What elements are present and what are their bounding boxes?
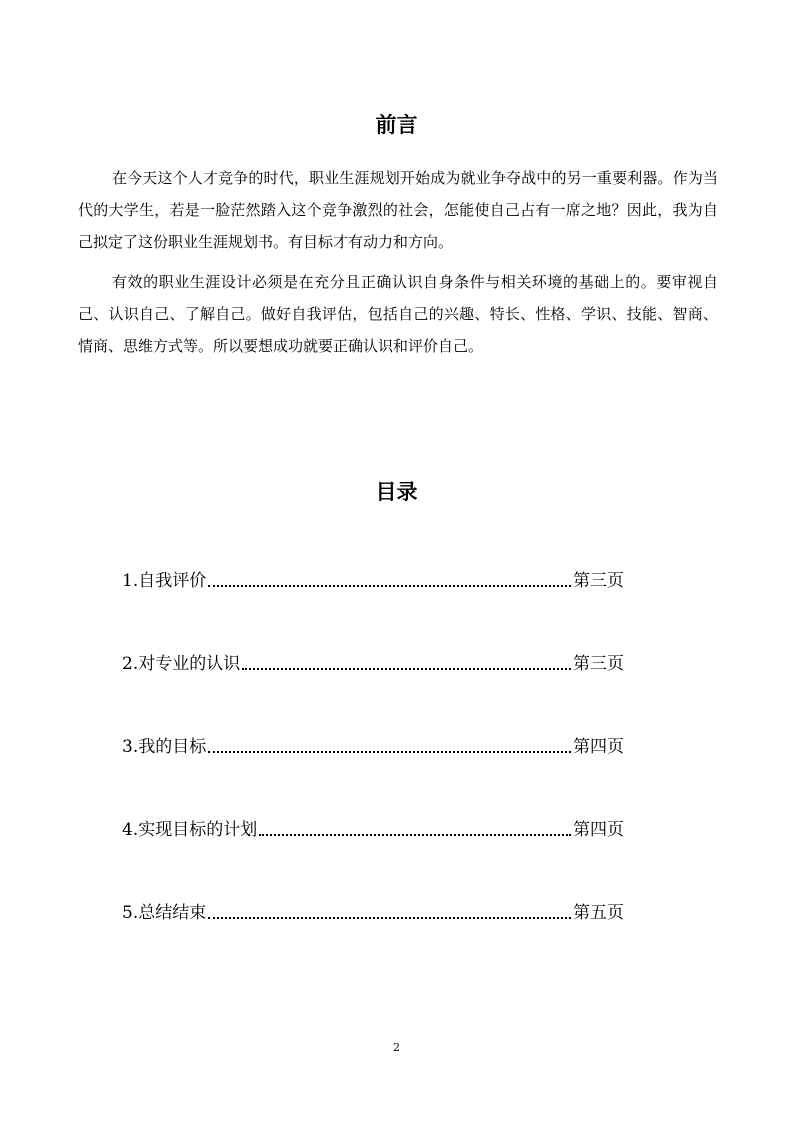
toc-entry[interactable] (122, 900, 624, 926)
toc-dot-leader (242, 668, 571, 670)
toc-entry-label: 4.实现目标的计划 (122, 820, 258, 840)
toc-entry-page: 第五页 (573, 903, 624, 923)
toc-entry[interactable] (122, 817, 624, 843)
toc-dot-leader (208, 917, 571, 919)
preface-paragraph: 在今天这个人才竞争的时代，职业生涯规划开始成为就业争夺战中的另一重要利器。作为当代的大学生，若是一脸茫然踏入这个竞争激烈的社会，怎能使自己占有一席之地？因此，我为自己拟定了这份职业生涯规划书。有目标才有动力和方向。 (78, 169, 718, 251)
toc-entry-label: 5.总结结束 (122, 903, 207, 923)
toc-entry-page: 第四页 (573, 820, 624, 840)
toc-entry-page: 第三页 (573, 571, 624, 591)
preface-paragraph: 有效的职业生涯设计必须是在充分且正确认识自身条件与相关环境的基础上的。要审视自己、认识自己、了解自己。做好自我评估，包括自己的兴趣、特长、性格、学识、技能、智商、情商、思维方式等。所以要想成功就要正确认识和评价自己。 (78, 273, 718, 355)
toc-entry[interactable] (122, 568, 624, 594)
toc-entry-label: 3.我的目标 (122, 737, 207, 757)
toc-entry-page: 第四页 (573, 737, 624, 757)
toc-entry[interactable] (122, 651, 624, 677)
page-number: 2 (393, 1041, 400, 1054)
toc-entry-label: 2.对专业的认识 (122, 654, 241, 674)
toc-entry-label: 1.自我评价 (122, 571, 207, 591)
toc-dot-leader (208, 751, 571, 753)
toc-dot-leader (208, 585, 571, 587)
toc-entry[interactable] (122, 734, 624, 760)
preface-title: 前言 (375, 113, 418, 137)
toc-entry-page: 第三页 (573, 654, 624, 674)
toc-dot-leader (259, 834, 571, 836)
toc-title: 目录 (375, 480, 418, 504)
